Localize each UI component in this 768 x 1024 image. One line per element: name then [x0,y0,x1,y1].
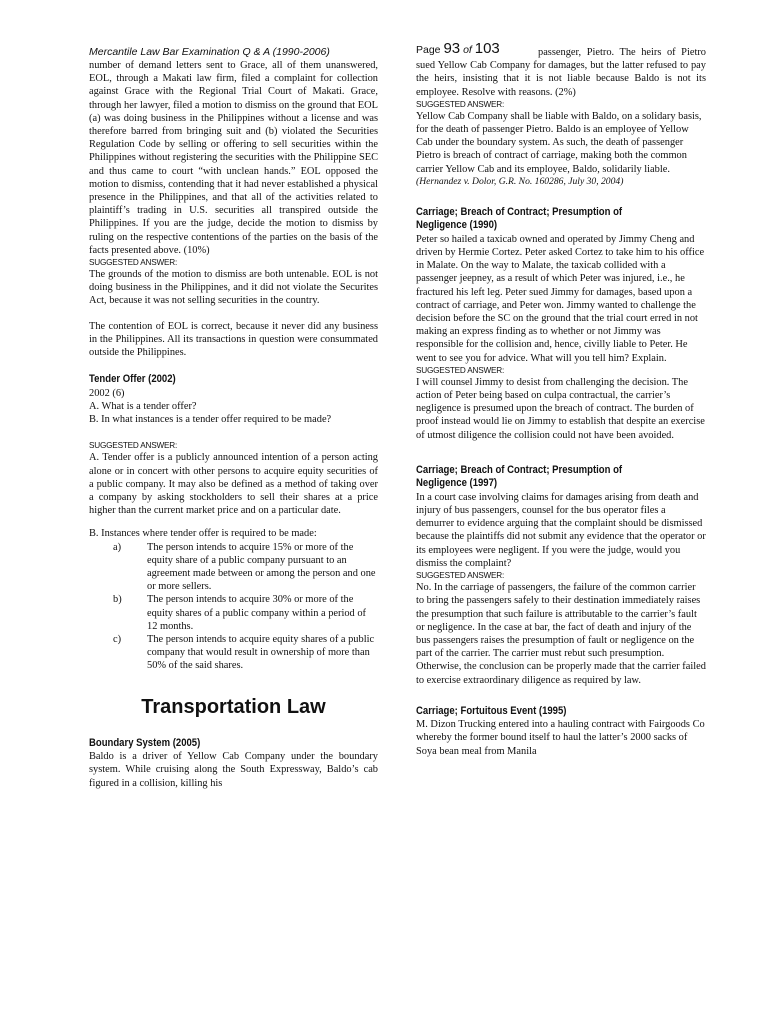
case-citation: (Hernandez v. Dolor, G.R. No. 160286, July 30, 2004) [416,175,624,187]
list-item [89,541,378,594]
list-item-marker: b) [113,594,122,606]
list-item-text: The person intends to acquire equity shares of a public company that would result in ownership of more than 50% of the said shares. [147,634,375,672]
suggested-answer-label: SUGGESTED ANSWER: [416,99,505,109]
section-heading-tender-offer: Tender Offer (2002) [89,373,176,386]
question-year: 2002 (6) [89,387,125,399]
tender-answer-b-intro: B. Instances where tender offer is required to be made: [89,528,317,540]
eol-question-text: number of demand letters sent to Grace, all of them unanswered, EOL, through a Makati law firm, filed a complaint for collection against Grace with the Regional Trial Court of Makati. Grace, through her lawyer, filed a motion to dismiss on the ground that EOL (a) was doing business in the Philippines without a license and was therefore barred from bringing suit and (b) violated the Securities Regulation Code by selling or offering to sell securities within the Philippines without registering the securities with the Philippine SEC and thus came to court “with unclean hands.” EOL opposed the motion to dismiss, contending that it had never established a physical presence in the Philippines, and that all of the activities related to plaintiff’s trading in U.S. securities all transpired outside the Philippines. If you are the judge, decide the motion to dismiss by ruling on the respective contentions of the parties on the basis of the facts presented above. (10%) [89,60,378,256]
boundary-question-continued: passenger, Pietro. The heirs of Pietro sued Yellow Cab Company for damages, but the latter refused to pay the heirs, insisting that it is not liable because Baldo is not its employee. Resolve with reasons. (2%) [416,47,706,98]
boundary-question-text: Baldo is a driver of Yellow Cab Company under the boundary system. While cruising along the South Expressway, Baldo’s cab figured in a collision, killing his [89,751,378,789]
answer-1997-text: No. In the carriage of passengers, the failure of the common carrier to bring the passengers safely to their destination immediately raises the presumption that such failure is attributable to the carrier’s fault or negligence. In the case at bar, the fact of death and injury of the bus passengers raises the presumption of fault or negligence on the part of the carrier. The carrier must rebut such presumption. Otherwise, the conclusion can be properly made that the carrier failed to exercise extraordinary diligence as required by law. [416,582,706,686]
list-item [89,593,378,633]
eol-answer-paragraph: The grounds of the motion to dismiss are both untenable. EOL is not doing business in the Philippines, and it did not violate the Securites Act, because it was not selling securities in the country. [89,269,378,307]
answer-1990-text: I will counsel Jimmy to desist from challenging the decision. The action of Peter being based on culpa contractual, the carrier’s negligence is presumed upon the breach of contract. The burden of proof instead would lie on Jimmy to establish that despite an exercise of utmost diligence the collision could not have been avoided. [416,376,705,441]
question-1995-text: M. Dizon Trucking entered into a hauling contract with Fairgoods Co whereby the former bound itself to haul the latter’s 2000 sacks of Soya bean meal from Manila [416,719,705,757]
chapter-title: Transportation Law [141,695,326,718]
suggested-answer-label: SUGGESTED ANSWER: [89,441,178,451]
suggested-answer-label: SUGGESTED ANSWER: [89,258,178,268]
list-item-text: The person intends to acquire 30% or more of the equity shares of a public company within a period of 12 months. [147,594,367,632]
page-of-label: of [463,44,472,56]
question-a: A. What is a tender offer? [89,400,197,412]
list-item-marker: a) [113,541,122,553]
page-total: 103 [474,40,500,57]
list-item-marker: c) [113,634,122,646]
tender-instances-list [89,541,378,673]
list-item-text: The person intends to acquire 15% or more of the equity share of a public company pursuant to an agreement made between or among the person and one or more sellers. [147,541,376,593]
boundary-answer: Yellow Cab Company shall be liable with Baldo, on a solidary basis, for the death of passenger Pietro. Baldo is an employee of Yellow Cab under the boundary system. As such, the death of passenger Pietro is breach of contract of carriage, making both the common carrier Yellow Cab and its employee, Baldo, solidarily liable. [416,110,702,175]
question-1997-text: In a court case involving claims for damages arising from death and injury of bus passengers, counsel for the bus operator files a demurrer to evidence arguing that the complaint should be dismissed because the plaintiffs did not submit any evidence that the operator or its employees were negligent. If you were the judge, would you dismiss the complaint? [416,491,706,569]
suggested-answer-label: SUGGESTED ANSWER: [416,365,505,375]
question-b: B. In what instances is a tender offer required to be made? [89,414,332,426]
right-column [416,46,706,758]
eol-answer-alternative: The contention of EOL is correct, because it never did any business in the Philippines. All its transactions in question were consummated outside the Philippines. [89,320,378,359]
suggested-answer-label: SUGGESTED ANSWER: [416,571,505,581]
question-1990-text: Peter so hailed a taxicab owned and operated by Jimmy Cheng and driven by Hermie Cortez. Peter asked Cortez to take him to his office in Malate. On the way to Malate, the taxicab collided with a passenger jeepney, as a result of which Peter was injured, i.e., he fractured his left leg. Peter sued Jimmy for damages, based upon a contract of carriage, and Peter won. Jimmy wanted to challenge the decision before the SC on the ground that the trial court erred in not making an express finding as to whether or not Jimmy was responsible for the collision and, hence, civilly liable to Peter. He went to see you for advice. What will you tell him? Explain. [416,233,705,364]
section-heading-negligence-1990-line2: Negligence (1990) [416,219,498,232]
section-heading-boundary-system: Boundary System (2005) [89,736,201,749]
section-heading-negligence-1997: Carriage; Breach of Contract; Presumption of [416,463,623,476]
section-heading-negligence-1990: Carriage; Breach of Contract; Presumption of [416,205,623,218]
book-title-header: Mercantile Law Bar Examination Q & A (1990-2006) [89,46,330,58]
left-column [89,59,378,790]
list-item [89,633,378,673]
section-heading-fortuitous-event: Carriage; Fortuitous Event (1995) [416,704,567,717]
section-heading-negligence-1997-line2: Negligence (1997) [416,477,498,490]
page-number: 93 [443,40,461,57]
tender-answer-a: A. Tender offer is a publicly announced intention of a person acting alone or in concert with other persons to acquire equity securities of a public company. It may also be defined as a method of taking over a company by asking stockholders to sell their shares at a price higher than the current market price and on a particular date. [89,452,378,517]
page-label: Page [416,44,441,56]
